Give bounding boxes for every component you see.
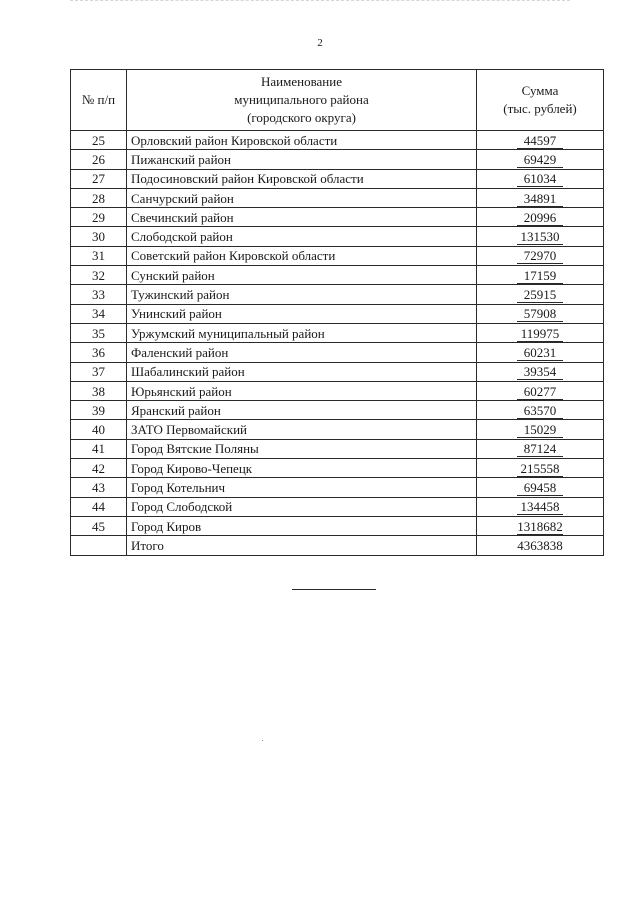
row-name: Юрьянский район <box>127 381 477 400</box>
row-number: 41 <box>71 439 127 458</box>
row-sum: 87124 <box>517 441 563 457</box>
row-name: Советский район Кировской области <box>127 246 477 265</box>
row-sum: 57908 <box>517 306 563 322</box>
row-sum: 63570 <box>517 403 563 419</box>
row-name: Пижанский район <box>127 150 477 169</box>
row-number: 26 <box>71 150 127 169</box>
row-name: Город Котельнич <box>127 478 477 497</box>
row-sum-cell <box>477 478 604 497</box>
row-sum-cell <box>477 516 604 535</box>
page-number: 2 <box>317 37 323 49</box>
row-number: 31 <box>71 246 127 265</box>
row-sum-cell <box>477 169 604 188</box>
header-name <box>127 70 477 131</box>
row-sum: 17159 <box>517 268 563 284</box>
table-row <box>71 343 604 362</box>
table-row <box>71 478 604 497</box>
row-name: ЗАТО Первомайский <box>127 420 477 439</box>
row-name: Унинский район <box>127 304 477 323</box>
total-sum: 4363838 <box>517 537 563 553</box>
row-number: 45 <box>71 516 127 535</box>
table-body <box>71 131 604 556</box>
row-sum-cell <box>477 227 604 246</box>
row-sum: 25915 <box>517 287 563 303</box>
table-row <box>71 246 604 265</box>
table-row <box>71 208 604 227</box>
row-sum-cell <box>477 497 604 516</box>
row-sum-cell <box>477 285 604 304</box>
row-number: 39 <box>71 401 127 420</box>
row-sum-cell <box>477 343 604 362</box>
scan-speck <box>262 740 263 741</box>
row-number: 33 <box>71 285 127 304</box>
row-number <box>71 536 127 555</box>
row-sum: 134458 <box>517 499 563 515</box>
row-number: 27 <box>71 169 127 188</box>
table-row <box>71 323 604 342</box>
table-row <box>71 188 604 207</box>
row-sum: 72970 <box>517 248 563 264</box>
header-name-line3: (городского округа) <box>247 110 356 125</box>
row-sum-cell <box>477 439 604 458</box>
row-sum: 60231 <box>517 345 563 361</box>
row-number: 28 <box>71 188 127 207</box>
row-number: 30 <box>71 227 127 246</box>
row-sum: 119975 <box>517 326 563 342</box>
row-number: 43 <box>71 478 127 497</box>
municipal-sums-table <box>70 69 604 556</box>
table-row <box>71 497 604 516</box>
total-label: Итого <box>127 536 477 555</box>
row-number: 35 <box>71 323 127 342</box>
row-name: Город Кирово-Чепецк <box>127 459 477 478</box>
row-sum: 69458 <box>517 480 563 496</box>
row-name: Подосиновский район Кировской области <box>127 169 477 188</box>
row-sum: 61034 <box>517 171 563 187</box>
row-sum: 20996 <box>517 210 563 226</box>
table-row <box>71 150 604 169</box>
row-sum-cell <box>477 362 604 381</box>
table-total-row <box>71 536 604 555</box>
table-row <box>71 304 604 323</box>
row-sum-cell <box>477 266 604 285</box>
header-sum-line1: Сумма <box>521 83 559 98</box>
row-name: Орловский район Кировской области <box>127 131 477 150</box>
row-name: Шабалинский район <box>127 362 477 381</box>
row-sum: 44597 <box>517 133 563 149</box>
header-name-line1: Наименование <box>261 74 342 89</box>
row-name: Фаленский район <box>127 343 477 362</box>
table-row <box>71 362 604 381</box>
table-row <box>71 381 604 400</box>
table-row <box>71 266 604 285</box>
row-sum-cell <box>477 150 604 169</box>
header-sum <box>477 70 604 131</box>
row-sum: 69429 <box>517 152 563 168</box>
scan-top-edge <box>70 0 570 3</box>
row-sum: 15029 <box>517 422 563 438</box>
row-number: 34 <box>71 304 127 323</box>
row-sum-cell <box>477 459 604 478</box>
row-name: Город Слободской <box>127 497 477 516</box>
table-row <box>71 420 604 439</box>
end-of-document-line <box>292 589 376 590</box>
row-number: 38 <box>71 381 127 400</box>
header-number: № п/п <box>71 70 127 131</box>
row-sum: 215558 <box>517 461 563 477</box>
row-sum-cell <box>477 323 604 342</box>
row-name: Сунский район <box>127 266 477 285</box>
row-number: 40 <box>71 420 127 439</box>
row-sum-cell <box>477 304 604 323</box>
row-sum-cell <box>477 131 604 150</box>
row-sum: 34891 <box>517 191 563 207</box>
header-name-line2: муниципального района <box>234 92 369 107</box>
row-number: 42 <box>71 459 127 478</box>
table-row <box>71 439 604 458</box>
table-row <box>71 459 604 478</box>
table-row <box>71 169 604 188</box>
row-number: 25 <box>71 131 127 150</box>
row-name: Свечинский район <box>127 208 477 227</box>
row-name: Город Киров <box>127 516 477 535</box>
row-number: 36 <box>71 343 127 362</box>
row-number: 29 <box>71 208 127 227</box>
table-row <box>71 516 604 535</box>
row-name: Уржумский муниципальный район <box>127 323 477 342</box>
total-sum-cell <box>477 536 604 555</box>
header-sum-line2: (тыс. рублей) <box>503 101 577 116</box>
table-header-row <box>71 70 604 131</box>
row-number: 37 <box>71 362 127 381</box>
row-sum-cell <box>477 381 604 400</box>
row-sum-cell <box>477 420 604 439</box>
row-name: Слободской район <box>127 227 477 246</box>
row-number: 32 <box>71 266 127 285</box>
row-number: 44 <box>71 497 127 516</box>
row-sum-cell <box>477 401 604 420</box>
table-row <box>71 131 604 150</box>
row-sum: 1318682 <box>517 518 563 534</box>
row-sum-cell <box>477 246 604 265</box>
row-sum: 60277 <box>517 384 563 400</box>
row-name: Тужинский район <box>127 285 477 304</box>
row-sum: 131530 <box>517 229 563 245</box>
row-sum: 39354 <box>517 364 563 380</box>
row-sum-cell <box>477 188 604 207</box>
row-name: Санчурский район <box>127 188 477 207</box>
table-row <box>71 227 604 246</box>
row-name: Яранский район <box>127 401 477 420</box>
table-row <box>71 285 604 304</box>
row-name: Город Вятские Поляны <box>127 439 477 458</box>
row-sum-cell <box>477 208 604 227</box>
table-row <box>71 401 604 420</box>
